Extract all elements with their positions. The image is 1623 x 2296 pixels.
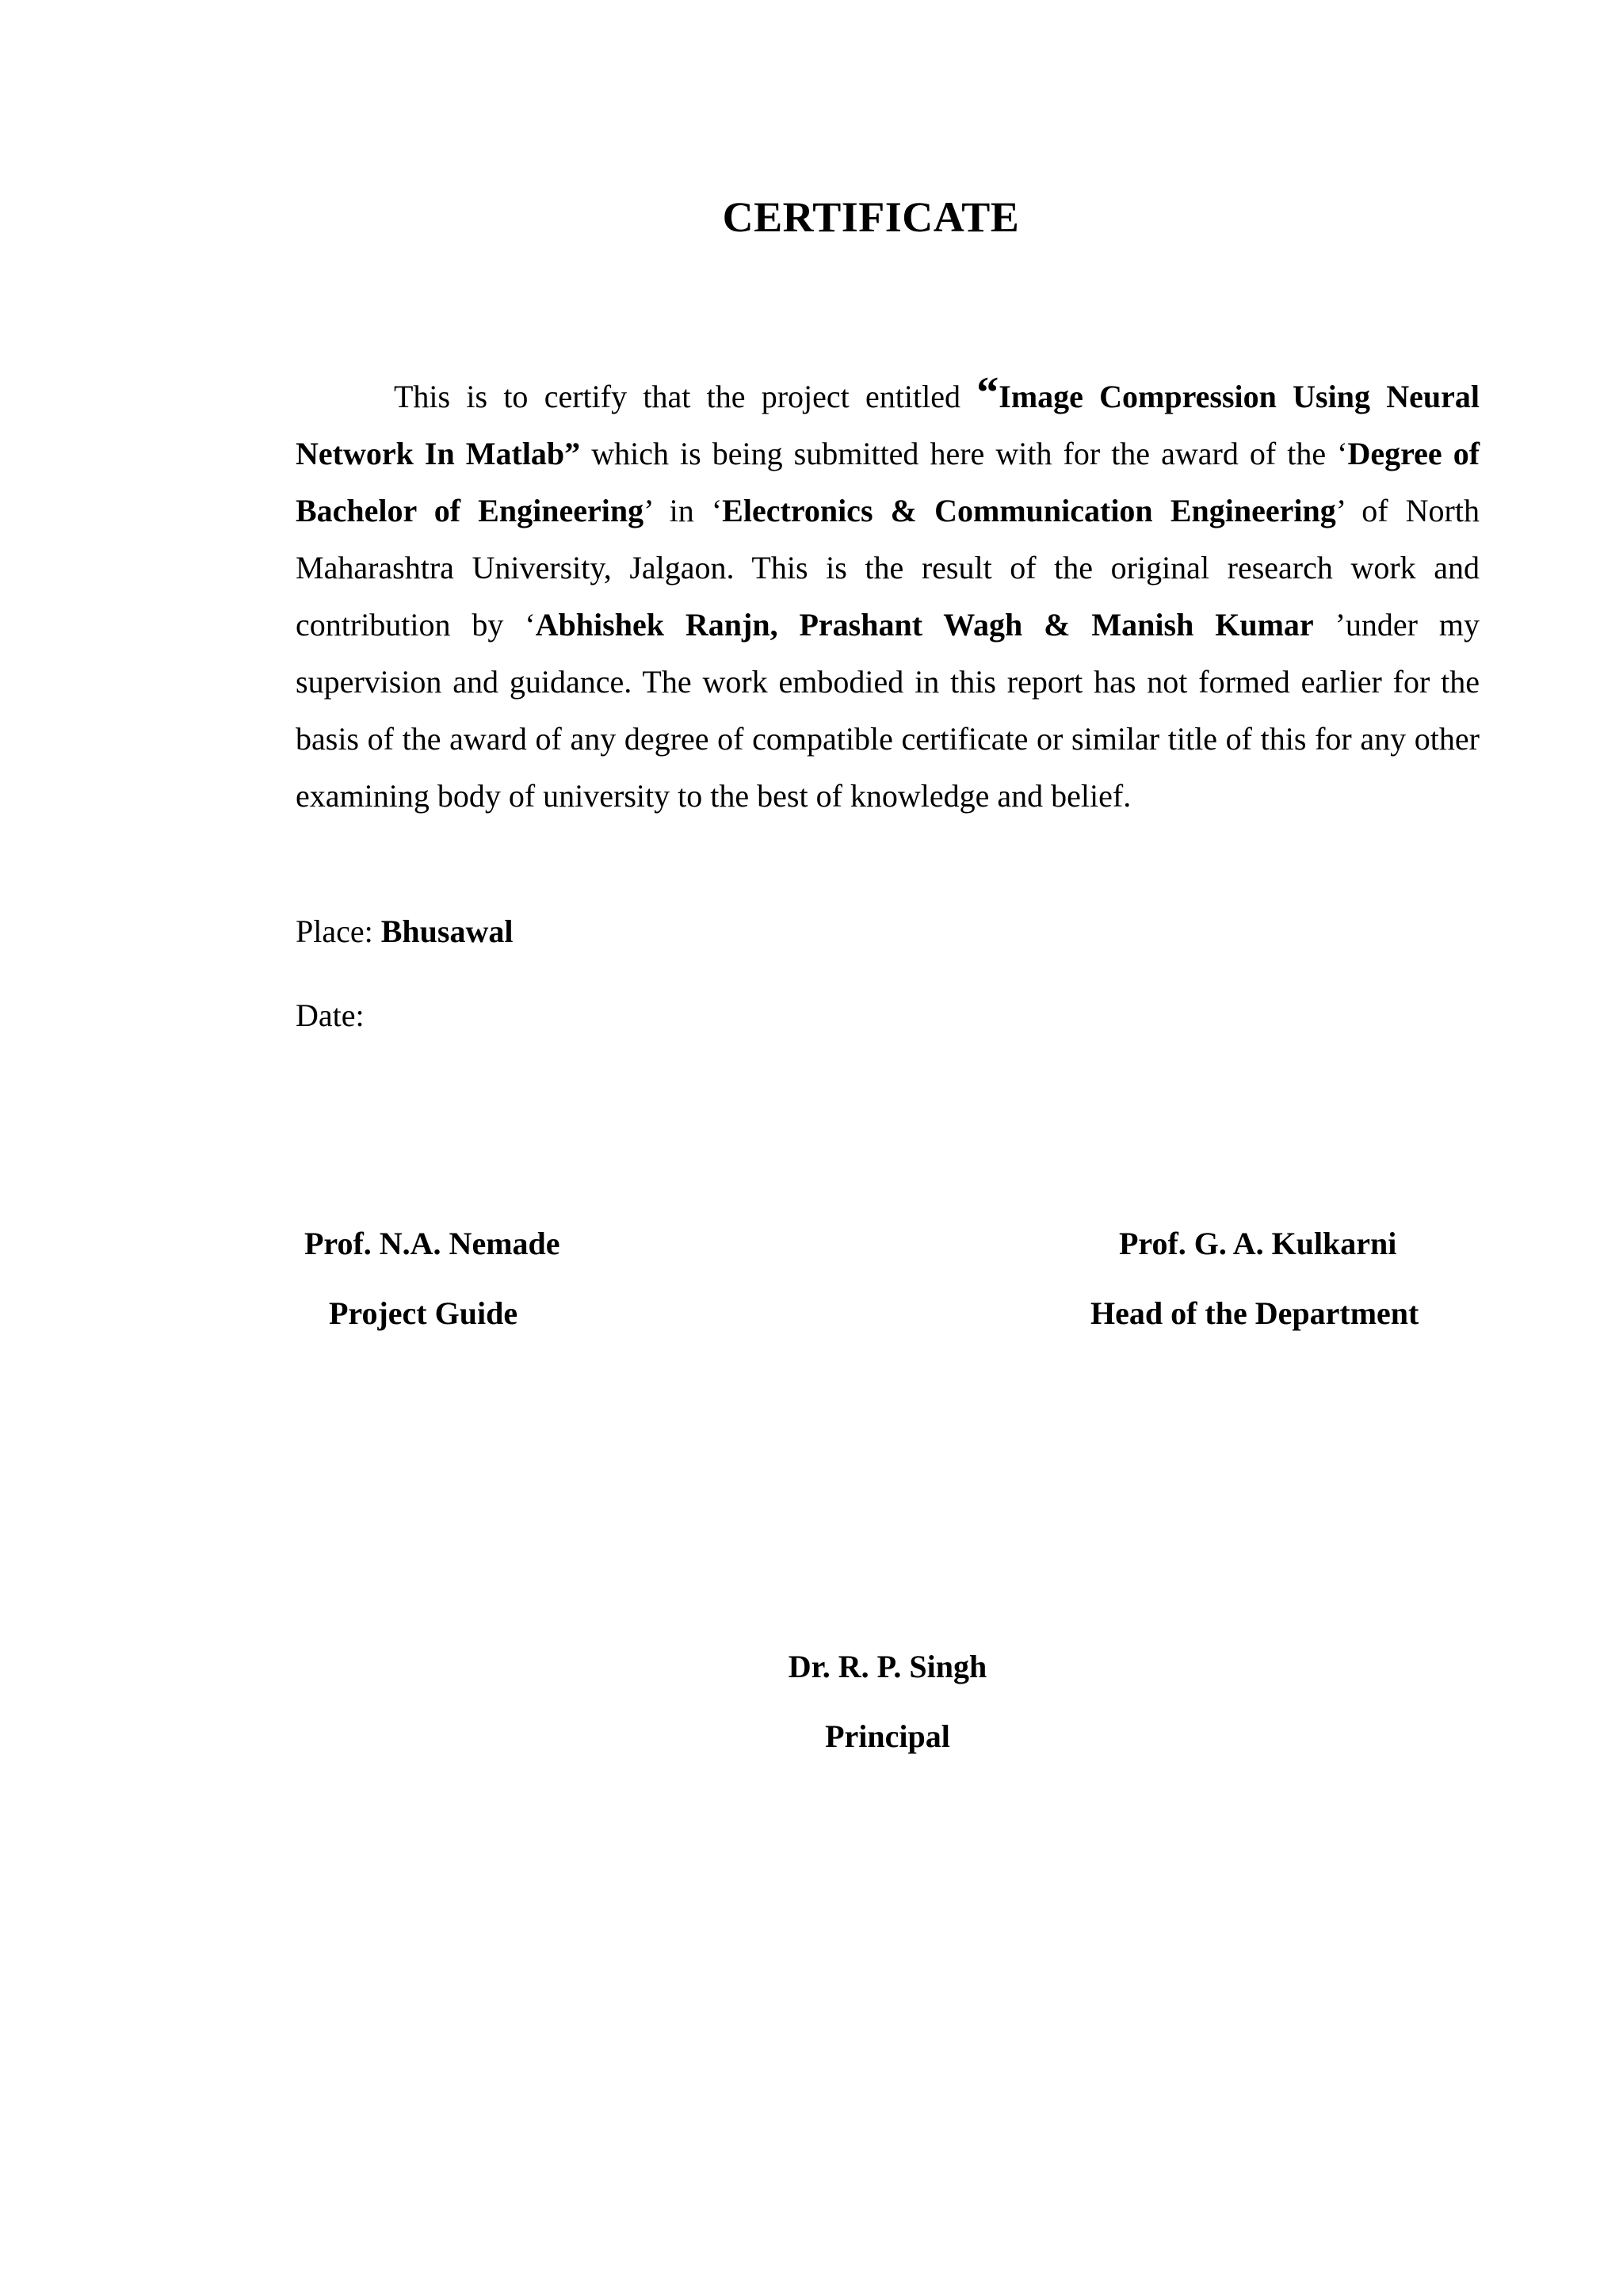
certificate-body xyxy=(296,368,1480,825)
student-names: Abhishek Ranjn, Prashant Wagh & Manish Kumar xyxy=(535,607,1314,643)
hod-name: Prof. G. A. Kulkarni xyxy=(1119,1226,1397,1261)
place-line xyxy=(296,913,513,950)
place-value: Bhusawal xyxy=(380,913,514,949)
branch-name: Electronics & Communication Engineering xyxy=(722,493,1336,528)
project-title-open-quote: “ xyxy=(976,368,999,418)
guide-role: Project Guide xyxy=(329,1295,518,1331)
principal-role: Principal xyxy=(825,1718,950,1754)
principal-name: Dr. R. P. Singh xyxy=(788,1649,987,1684)
certificate-heading: CERTIFICATE xyxy=(722,193,1020,241)
degree-name: Degree of Bachelor of Engineering xyxy=(296,436,1480,528)
project-title: Image Compression Using Neural Network In Matlab” xyxy=(296,379,1480,471)
hod-role: Head of the Department xyxy=(1090,1295,1419,1331)
body-intro: This is to certify that the project entitled xyxy=(394,379,977,414)
body-segment-4: ’ of North Maharashtra University, Jalgaon. This is the result of the original research work and contribution by ‘ xyxy=(296,493,1480,643)
body-segment-2: which is being submitted here with for the award of the ‘ xyxy=(580,436,1348,471)
guide-name: Prof. N.A. Nemade xyxy=(304,1226,560,1261)
body-segment-3: ’ in ‘ xyxy=(643,493,723,528)
place-label: Place: xyxy=(296,913,381,949)
body-segment-5: ’under my supervision and guidance. The work embodied in this report has not formed earlier for the basis of the award of any degree of compatible certificate or similar title of this for any other examining body of university to the best of knowledge and belief. xyxy=(296,607,1480,814)
date-label: Date: xyxy=(296,997,365,1033)
